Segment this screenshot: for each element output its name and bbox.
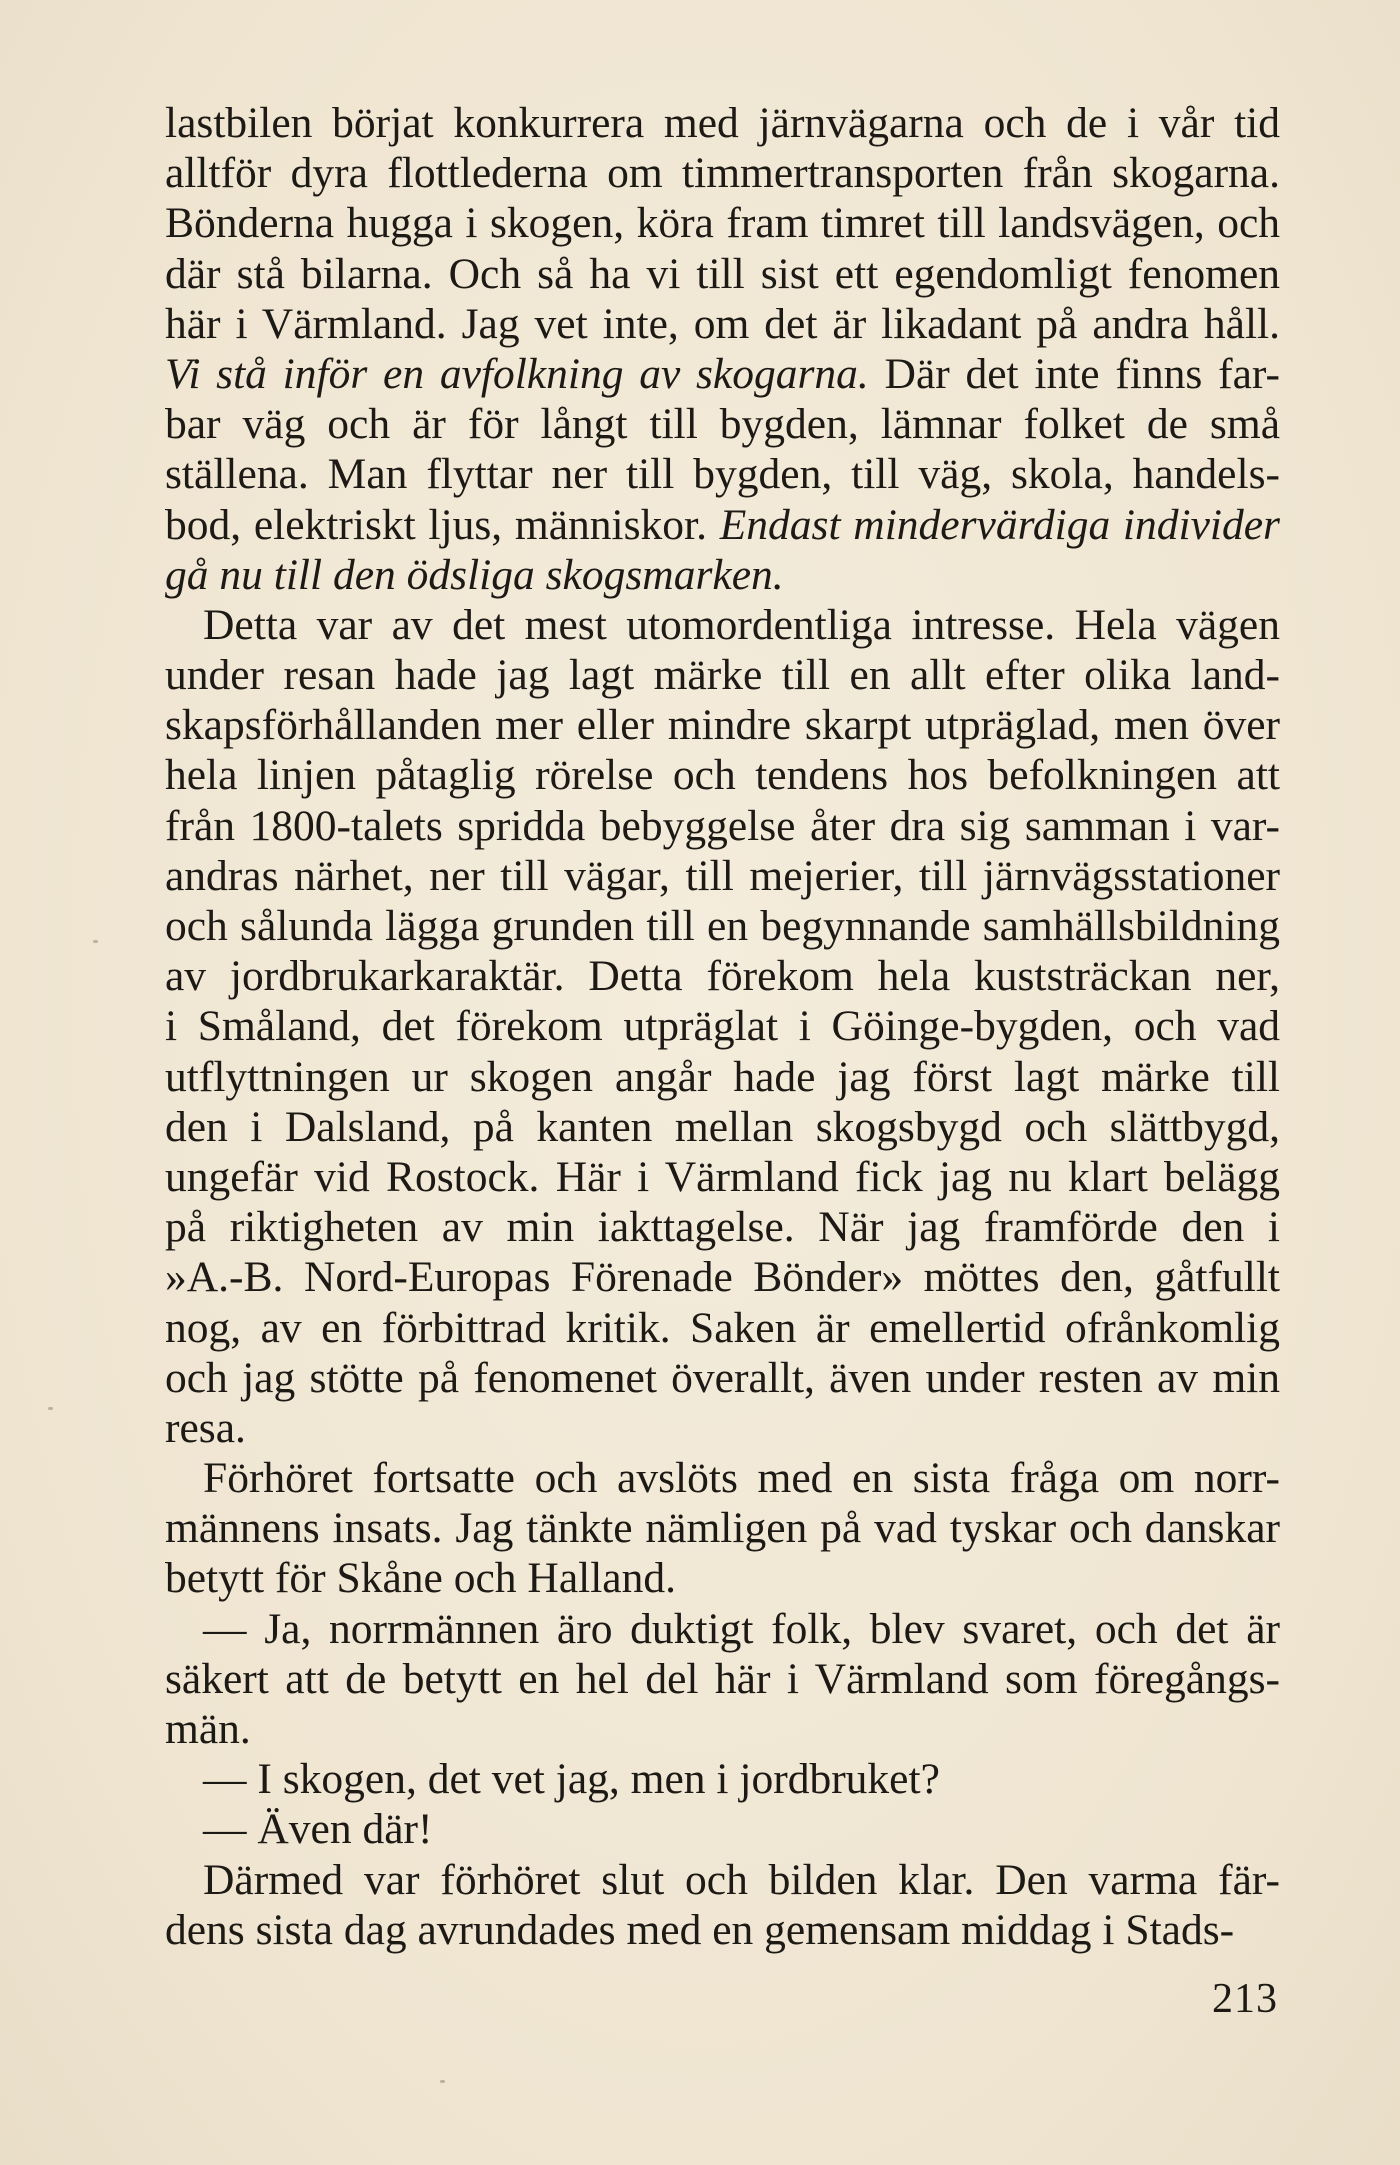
paragraph	[165, 1453, 1280, 1604]
text-run: männens insats. Jag tänkte nämligen på vad tyskar och danskar	[165, 1504, 1280, 1553]
paragraph	[165, 600, 1280, 1453]
text-run: alltför dyra flottlederna om timmertransporten från skogarna.	[165, 149, 1280, 198]
text-line	[165, 1754, 1280, 1804]
text-line	[165, 1604, 1280, 1654]
text-run: »A.-B. Nord-Europas Förenade Bönder» möttes den, gåtfullt	[165, 1253, 1280, 1302]
text-run: Där det inte finns far-	[868, 349, 1280, 398]
text-line	[165, 1403, 1280, 1453]
page-number: 213	[1212, 1976, 1278, 2022]
text-run: på riktigheten av min iakttagelse. När jag framförde den i	[165, 1203, 1280, 1252]
paragraph	[165, 1604, 1280, 1755]
text-line	[165, 951, 1280, 1001]
text-line	[165, 98, 1280, 148]
text-line	[165, 1654, 1280, 1704]
text-line	[165, 148, 1280, 198]
italic-text: Endast mindervärdiga individer	[719, 500, 1280, 549]
text-line	[165, 1855, 1280, 1905]
text-line	[165, 1804, 1280, 1854]
italic-text: Vi stå inför en avfolkning av skogarna.	[165, 349, 869, 398]
body-text	[165, 98, 1280, 1955]
text-run: där stå bilarna. Och så ha vi till sist ett egendomligt fenomen	[165, 249, 1280, 298]
text-run: i Småland, det förekom utpräglat i Göinge-bygden, och vad	[165, 1002, 1280, 1051]
text-run: bar väg och är för långt till bygden, lämnar folket de små	[165, 400, 1280, 449]
text-line	[165, 449, 1280, 499]
text-run: utflyttningen ur skogen angår hade jag först lagt märke till	[165, 1052, 1280, 1101]
text-line	[165, 1353, 1280, 1403]
text-run: den i Dalsland, på kanten mellan skogsbygd och slättbygd,	[165, 1102, 1280, 1151]
text-line	[165, 500, 1280, 550]
text-line	[165, 299, 1280, 349]
text-line	[165, 1001, 1280, 1051]
text-run: Förhöret fortsatte och avslöts med en sista fråga om norr-	[203, 1454, 1280, 1503]
text-run: säkert att de betytt en hel del här i Värmland som föregångs-	[165, 1654, 1280, 1703]
text-line	[165, 1503, 1280, 1553]
text-line	[165, 600, 1280, 650]
text-run: Bönderna hugga i skogen, köra fram timret till landsvägen, och	[165, 199, 1280, 248]
text-line	[165, 1905, 1280, 1955]
text-line	[165, 198, 1280, 248]
text-run: resa.	[165, 1403, 246, 1452]
text-run: ungefär vid Rostock. Här i Värmland fick jag nu klart belägg	[165, 1152, 1280, 1201]
text-run: andras närhet, ner till vägar, till mejerier, till järnvägsstationer	[165, 851, 1280, 900]
text-run: ställena. Man flyttar ner till bygden, till väg, skola, handels-	[165, 450, 1280, 499]
text-line	[165, 550, 1280, 600]
text-run: — I skogen, det vet jag, men i jordbruket?	[203, 1755, 940, 1804]
text-line	[165, 650, 1280, 700]
text-line	[165, 801, 1280, 851]
text-run: nog, av en förbittrad kritik. Saken är emellertid ofrånkomlig	[165, 1303, 1280, 1352]
paper-speck	[93, 940, 98, 943]
italic-text: gå nu till den ödsliga skogsmarken.	[165, 550, 784, 599]
text-run: Därmed var förhöret slut och bilden klar. Den varma fär-	[203, 1855, 1280, 1904]
paragraph	[165, 1855, 1280, 1955]
paragraph	[165, 98, 1280, 600]
paper-speck	[440, 2080, 445, 2083]
text-line	[165, 249, 1280, 299]
text-run: från 1800-talets spridda bebyggelse åter dra sig samman i var-	[165, 801, 1280, 850]
text-run: hela linjen påtaglig rörelse och tendens hos befolkningen att	[165, 751, 1280, 800]
text-run: skapsförhållanden mer eller mindre skarpt utpräglad, men över	[165, 701, 1280, 750]
text-line	[165, 1202, 1280, 1252]
text-run: män.	[165, 1705, 251, 1753]
text-run: och jag stötte på fenomenet överallt, även under resten av min	[165, 1353, 1280, 1402]
text-run: betytt för Skåne och Halland.	[165, 1554, 676, 1603]
text-run: bod, elektriskt ljus, människor.	[165, 500, 720, 549]
text-run: — Även där!	[203, 1805, 433, 1854]
text-run: Detta var av det mest utomordentliga intresse. Hela vägen	[203, 600, 1280, 649]
paragraph	[165, 1804, 1280, 1854]
text-line	[165, 901, 1280, 951]
text-run: under resan hade jag lagt märke till en allt efter olika land-	[165, 651, 1280, 700]
text-run: av jordbrukarkaraktär. Detta förekom hela kuststräckan ner,	[165, 952, 1280, 1001]
text-run: här i Värmland. Jag vet inte, om det är likadant på andra håll.	[165, 299, 1280, 348]
text-line	[165, 1553, 1280, 1603]
text-run: — Ja, norrmännen äro duktigt folk, blev svaret, och det är	[203, 1604, 1280, 1653]
text-line	[165, 349, 1280, 399]
text-line	[165, 1252, 1280, 1302]
text-line	[165, 700, 1280, 750]
text-line	[165, 1453, 1280, 1503]
paragraph	[165, 1754, 1280, 1804]
text-line	[165, 399, 1280, 449]
text-line	[165, 1052, 1280, 1102]
text-line	[165, 1303, 1280, 1353]
text-run: dens sista dag avrundades med en gemensam middag i Stads-	[165, 1905, 1235, 1954]
text-line	[165, 1102, 1280, 1152]
text-line	[165, 1704, 1280, 1754]
text-run: och sålunda lägga grunden till en begynnande samhällsbildning	[165, 902, 1280, 950]
text-line	[165, 750, 1280, 800]
text-run: lastbilen börjat konkurrera med järnvägarna och de i vår tid	[165, 99, 1280, 147]
text-line	[165, 851, 1280, 901]
paper-speck	[48, 1407, 53, 1410]
text-line	[165, 1152, 1280, 1202]
